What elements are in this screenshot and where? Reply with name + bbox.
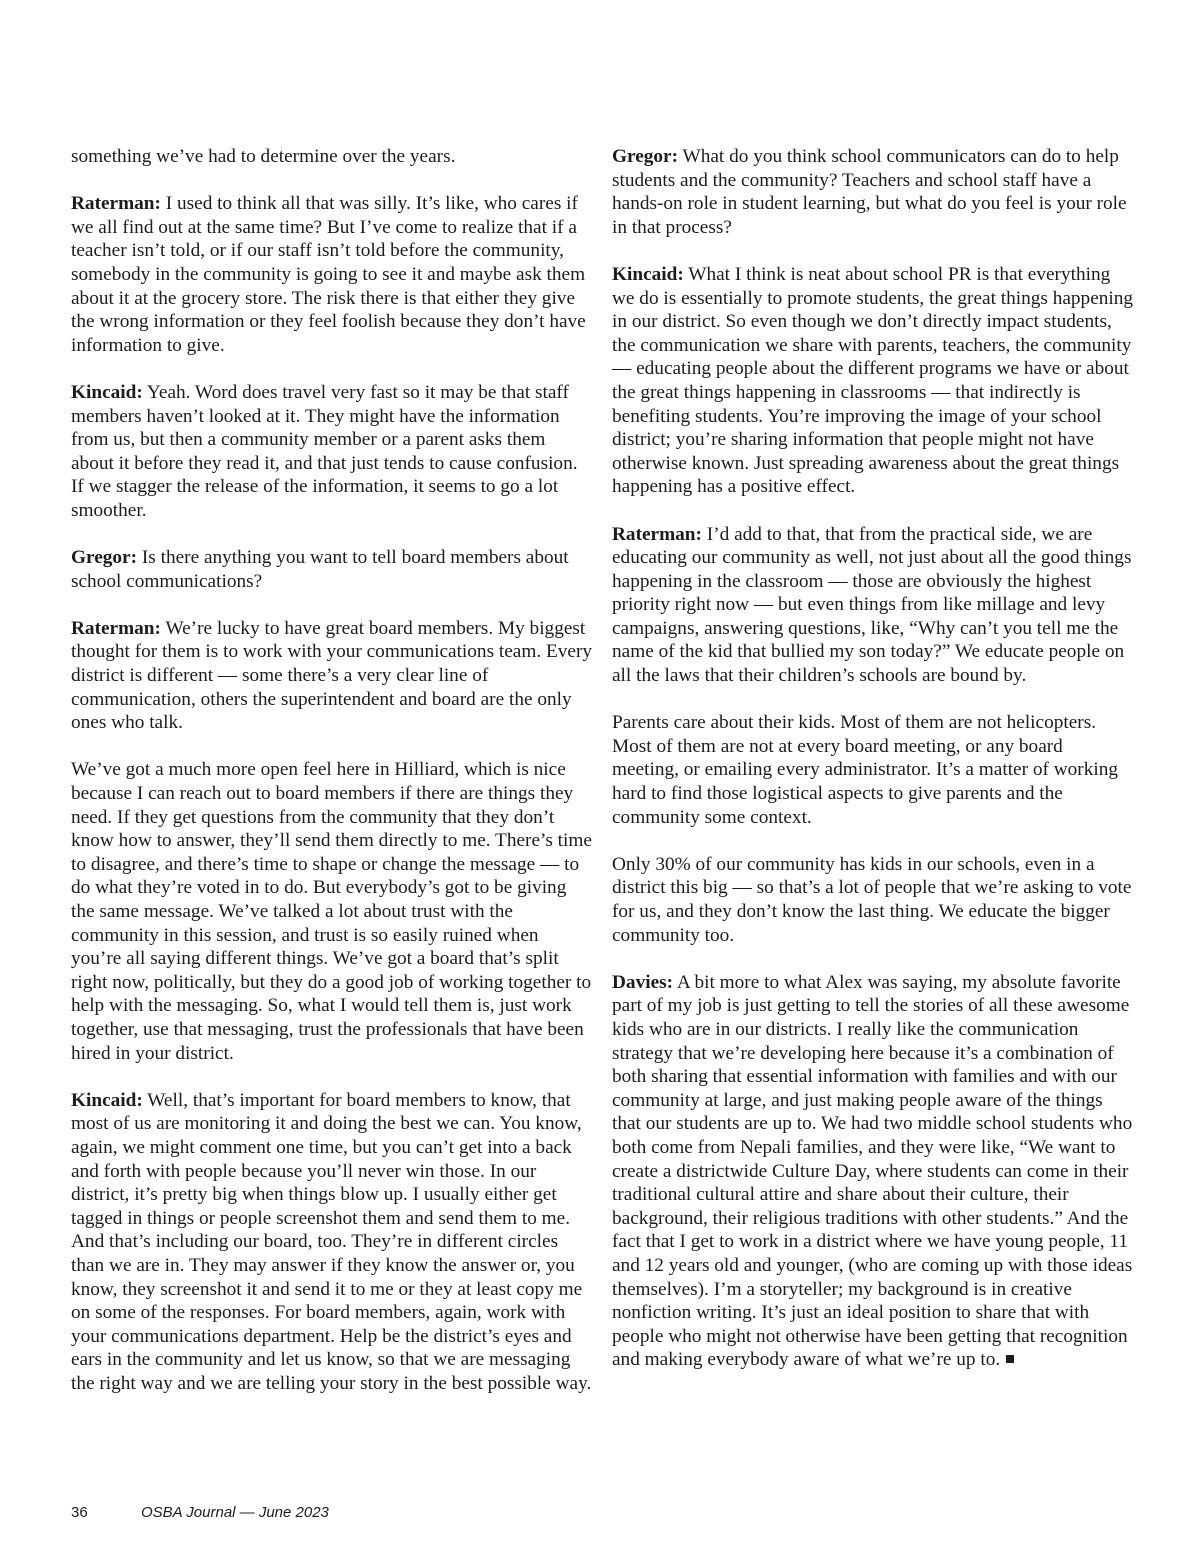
paragraph-text: A bit more to what Alex was saying, my absolute favorite part of my job is just getting to tell the stories of all these awesome kids who are in our districts. I really like the communication strategy that we’re developing here because it’s a combination of both sharing that essential information with families and with our community at large, and just making people aware of the things that our students are up to. We had two middle school students who both come from Nepali families, and they were like, “We want to create a districtwide Culture Day, where students can come in their traditional cultural attire and share about their culture, their background, their religious traditions with other students.” And the fact that I get to work in a district where we have young people, 11 and 12 years old and younger, (who are coming up with those ideas themselves). I’m a storyteller; my background is in creative nonfiction writing. It’s just an ideal position to share that with people who might not otherwise have been getting that recognition and making everybody aware of what we’re up to. — [612, 971, 1133, 1371]
paragraph-text: I used to think all that was silly. It’s like, who cares if we all find out at the same time? But I’ve come to realize that if a teacher isn’t told, or if our staff isn’t told before the community, somebody in the community is going to see it and maybe ask them about it at the grocery store. The risk there is that either they give the wrong information or they feel foolish because they don’t have information to give. — [71, 193, 586, 356]
speaker-name: Raterman: — [71, 193, 161, 215]
right-column — [612, 145, 1134, 1395]
paragraph — [71, 381, 593, 523]
paragraph-text: Only 30% of our community has kids in our schools, even in a district this big — so that’s a lot of people that we’re asking to vote for us, and they don’t know the last thing. We educate the bigger community too. — [612, 853, 1132, 946]
speaker-name: Gregor: — [71, 547, 138, 569]
journal-issue: OSBA Journal — June 2023 — [141, 1504, 329, 1521]
paragraph — [71, 758, 593, 1065]
paragraph — [612, 971, 1134, 1372]
paragraph — [612, 263, 1134, 499]
paragraph — [612, 145, 1134, 239]
paragraph-text: We’re lucky to have great board members. My biggest thought for them is to work with your communications team. Every district is different — some there’s a very clear line of communication, others the superintendent and board are the only ones who talk. — [71, 617, 593, 734]
paragraph-text: What I think is neat about school PR is that everything we do is essentially to promote students, the great things happening in our district. So even though we don’t directly impact students, the communication we share with parents, teachers, the community — educating people about the different programs we have or about the great things happening in classrooms — that indirectly is benefiting students. You’re improving the image of your school district; you’re sharing information that people might not have otherwise known. Just spreading awareness about the great things happening has a positive effect. — [612, 263, 1134, 498]
paragraph-text: I’d add to that, that from the practical side, we are educating our community as well, not just about all the good things happening in the classroom — those are obviously the highest priority right now — but even things from like millage and levy campaigns, answering questions, like, “Why can’t you tell me the name of the kid that bullied my son today?” We educate people on all the laws that their children’s schools are bound by. — [612, 523, 1132, 687]
paragraph — [71, 192, 593, 357]
speaker-name: Kincaid: — [71, 1089, 143, 1111]
paragraph — [612, 711, 1134, 829]
paragraph-text: What do you think school communicators can do to help students and the community? Teachers and school staff have a hands-on role in student learning, but what do you feel is your role in that process? — [612, 146, 1127, 238]
speaker-name: Gregor: — [612, 146, 679, 167]
speaker-name: Raterman: — [71, 617, 161, 639]
page-footer — [71, 1504, 329, 1521]
paragraph-text: something we’ve had to determine over the years. — [71, 146, 456, 167]
left-column — [71, 145, 593, 1419]
paragraph — [71, 145, 593, 169]
paragraph-text: Is there anything you want to tell board members about school communications? — [71, 547, 569, 592]
paragraph — [612, 853, 1134, 947]
paragraph-text: Well, that’s important for board members to know, that most of us are monitoring it and doing the best we can. You know, again, we might comment one time, but you can’t get into a back and forth with people because you’ll never win those. In our district, it’s pretty big when things blow up. I usually either get tagged in things or people screenshot them and send them to me. And that’s including our board, too. They’re in different circles than we are in. They may answer if they know the answer or, you know, they screenshot it and send it to me or they at least copy me on some of the responses. For board members, again, work with your communications department. Help be the district’s eyes and ears in the community and let us know, so that we are messaging the right way and we are telling your story in the best possible way. — [71, 1089, 592, 1394]
speaker-name: Raterman: — [612, 523, 702, 545]
end-of-article-mark — [1006, 1355, 1014, 1363]
speaker-name: Kincaid: — [612, 263, 684, 285]
speaker-name: Kincaid: — [71, 381, 143, 403]
paragraph — [71, 1089, 593, 1396]
paragraph-text: Parents care about their kids. Most of them are not helicopters. Most of them are not at every board meeting, or any board meeting, or emailing every administrator. It’s a matter of working hard to find those logistical aspects to give parents and the community some context. — [612, 712, 1118, 828]
paragraph — [71, 617, 593, 735]
paragraph — [71, 546, 593, 593]
page-number: 36 — [71, 1504, 88, 1521]
paragraph — [612, 523, 1134, 688]
paragraph-text: Yeah. Word does travel very fast so it may be that staff members haven’t looked at it. They might have the information from us, but then a community member or a parent asks them about it before they read it, and that just tends to cause confusion. If we stagger the release of the information, it seems to go a lot smoother. — [71, 381, 578, 521]
paragraph-text: We’ve got a much more open feel here in Hilliard, which is nice because I can reach out to board members if there are things they need. If they get questions from the community that they don’t know how to answer, they’ll send them directly to me. There’s time to disagree, and there’s time to shape or change the message — to do what they’re voted in to do. But everybody’s got to be giving the same message. We’ve talked a lot about trust with the community in this session, and trust is so easily ruined when you’re all saying different things. We’ve got a board that’s split right now, politically, but they do a good job of working together to help with the messaging. So, what I would tell them is, just work together, use that messaging, trust the professionals that have been hired in your district. — [71, 759, 592, 1064]
speaker-name: Davies: — [612, 971, 674, 993]
